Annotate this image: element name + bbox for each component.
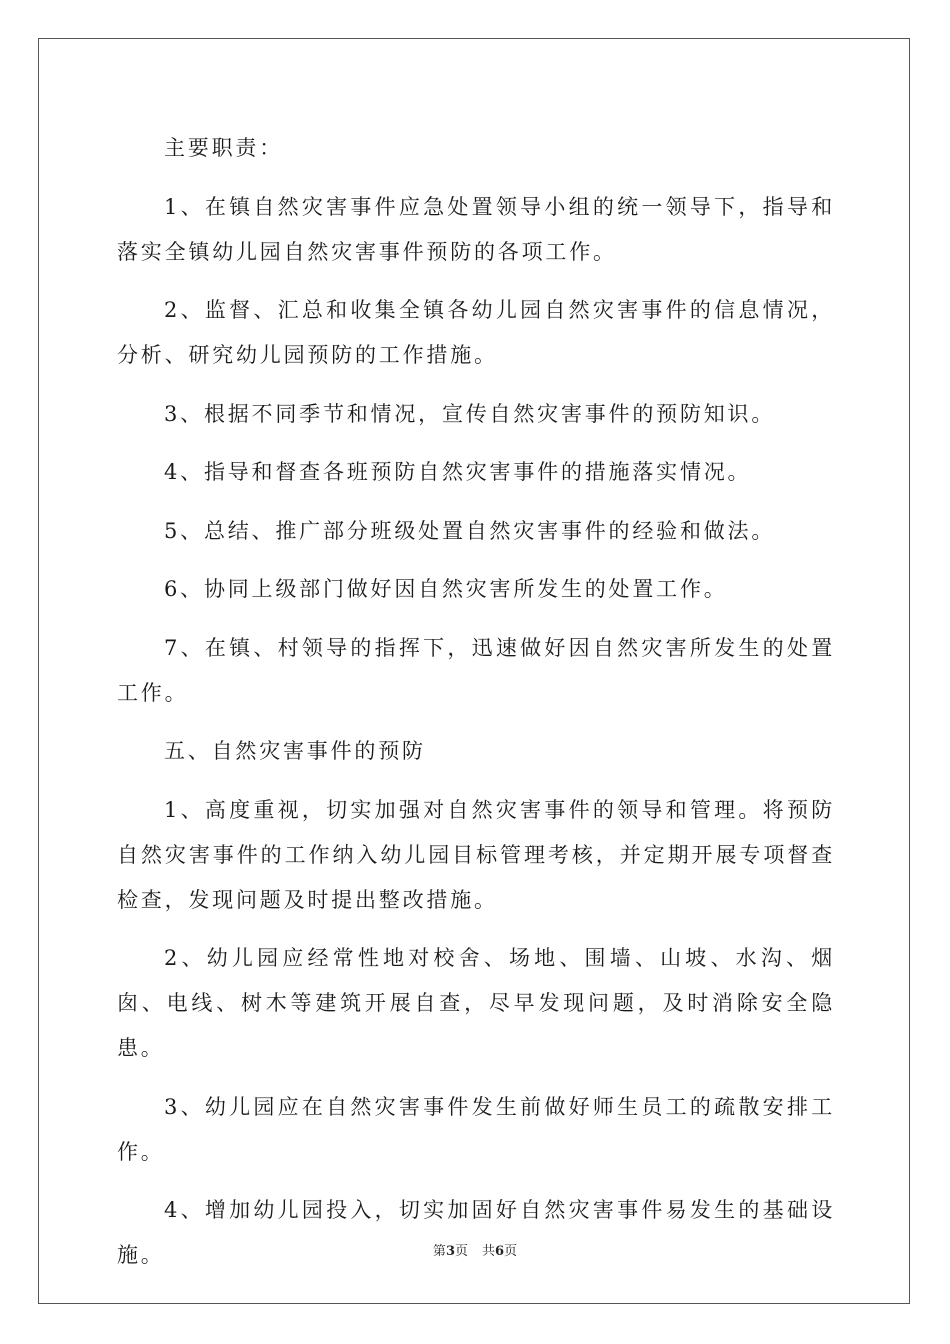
- paragraph-prevention-3: 3、幼儿园应在自然灾害事件发生前做好师生员工的疏散安排工作。: [117, 1094, 835, 1164]
- paragraph-duty-5: 5、总结、推广部分班级处置自然灾害事件的经验和做法。: [164, 518, 776, 543]
- paragraph-duty-3: 3、根据不同季节和情况，宣传自然灾害事件的预防知识。: [164, 401, 776, 426]
- paragraph-duty-6: 6、协同上级部门做好因自然灾害所发生的处置工作。: [164, 577, 728, 601]
- page-total: 共6页: [482, 1244, 518, 1259]
- document-body: [117, 126, 835, 1292]
- paragraph-prevention-2: 2、幼儿园应经常性地对校舍、场地、围墙、山坡、水沟、烟囱、电线、树木等建筑开展自查，尽早发现问题，及时消除安全隐患。: [117, 946, 835, 1060]
- paragraph-duty-2: 2、监督、汇总和收集全镇各幼儿园自然灾害事件的信息情况，分析、研究幼儿园预防的工作措施。: [117, 298, 835, 367]
- paragraph-duty-1: 1、在镇自然灾害事件应急处置领导小组的统一领导下，指导和落实全镇幼儿园自然灾害事件预防的各项工作。: [117, 194, 835, 264]
- paragraph-prevention-1: 1、高度重视，切实加强对自然灾害事件的领导和管理。将预防自然灾害事件的工作纳入幼儿园目标管理考核，并定期开展专项督查检查，发现问题及时提出整改措施。: [117, 797, 835, 912]
- page-number: 第3页: [432, 1244, 468, 1259]
- paragraph-duties-heading: 主要职责：: [164, 136, 283, 160]
- paragraph-duty-4: 4、指导和督查各班预防自然灾害事件的措施落实情况。: [164, 460, 752, 484]
- paragraph-duty-7: 7、在镇、村领导的指挥下，迅速做好因自然灾害所发生的处置工作。: [117, 635, 835, 705]
- page-footer: [0, 1243, 950, 1261]
- section-heading-prevention: 五、自然灾害事件的预防: [164, 739, 426, 763]
- paragraph-prevention-4: 4、增加幼儿园投入，切实加固好自然灾害事件易发生的基础设施。: [117, 1198, 835, 1267]
